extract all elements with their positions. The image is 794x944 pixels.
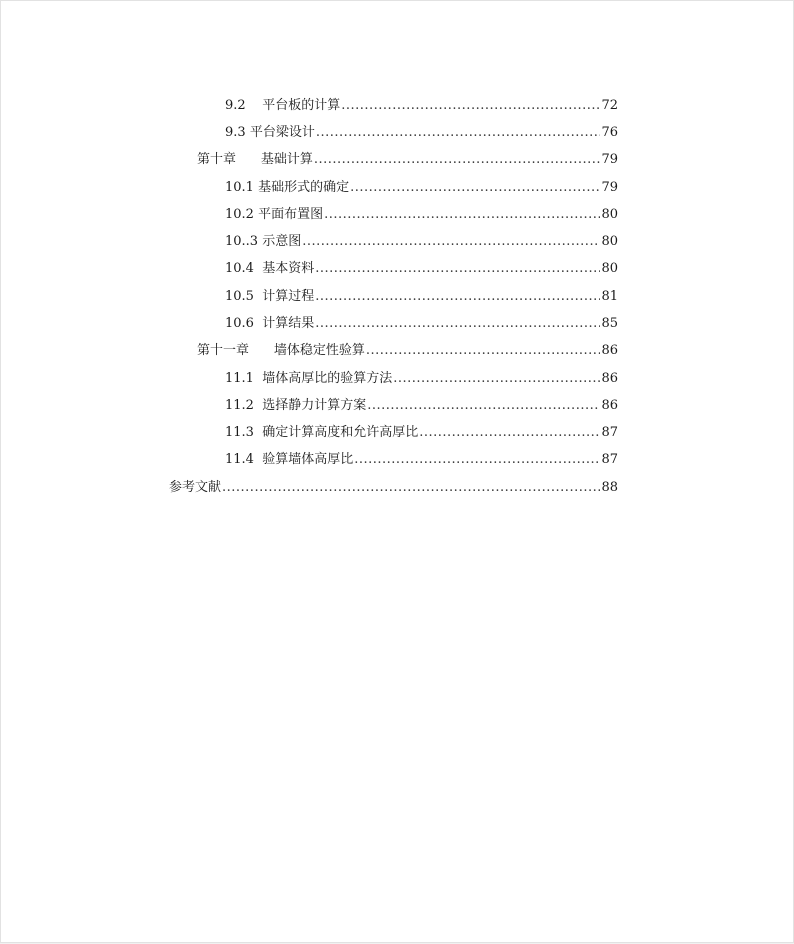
toc-entry-9-2[interactable]	[225, 94, 618, 112]
toc-entry-number: 11.2	[225, 398, 254, 413]
toc-page-number: 88	[601, 480, 618, 495]
toc-entry-10-3[interactable]	[225, 230, 618, 248]
toc-entry-number: 第十一章	[197, 343, 250, 358]
toc-page-number: 87	[601, 452, 618, 467]
toc-page-number: 87	[601, 425, 618, 440]
toc-entry-text: 基础计算	[260, 152, 313, 167]
toc-leader-dots	[314, 152, 601, 167]
toc-leader-dots	[315, 289, 600, 304]
toc-entry-number: 11.3	[225, 425, 254, 440]
toc-entry-text: 基本资料	[262, 261, 315, 276]
toc-leader-dots	[354, 452, 600, 467]
toc-entry-text: 平台板的计算	[262, 98, 341, 113]
toc-entry-number: 10.4	[225, 261, 254, 276]
toc-entry-chapter-10[interactable]	[197, 148, 618, 166]
toc-leader-dots	[222, 480, 600, 495]
toc-entry-title	[225, 257, 314, 276]
toc-entry-text: 计算过程	[262, 289, 315, 304]
toc-entry-title	[225, 394, 366, 413]
toc-entry-11-1[interactable]	[225, 367, 618, 385]
toc-page-number: 76	[601, 125, 618, 140]
toc-page-number: 86	[601, 371, 618, 386]
toc-entry-title	[225, 176, 349, 195]
toc-page-number: 79	[601, 152, 618, 167]
toc-entry-text: 平台梁设计	[249, 125, 315, 140]
toc-entry-text: 示意图	[262, 234, 302, 249]
toc-entry-10-2[interactable]	[225, 203, 618, 221]
toc-leader-dots	[341, 98, 600, 113]
toc-entry-title	[197, 148, 313, 167]
toc-entry-text: 参考文献	[169, 480, 222, 495]
toc-page-number: 86	[601, 343, 618, 358]
toc-leader-dots	[350, 180, 600, 195]
toc-leader-dots	[393, 371, 600, 386]
toc-entry-title	[225, 421, 418, 440]
toc-page-number: 80	[601, 234, 618, 249]
toc-page-number: 72	[601, 98, 618, 113]
toc-entry-title	[225, 121, 315, 140]
toc-entry-text: 确定计算高度和允许高厚比	[262, 425, 419, 440]
toc-entry-chapter-11[interactable]	[197, 339, 618, 357]
toc-entry-number: 第十章	[197, 152, 237, 167]
toc-entry-number: 10..3	[225, 234, 259, 249]
toc-page-number: 79	[601, 180, 618, 195]
toc-entry-number: 11.1	[225, 371, 254, 386]
toc-leader-dots	[302, 234, 600, 249]
toc-entry-title	[169, 476, 221, 495]
toc-entry-number: 10.6	[225, 316, 254, 331]
toc-entry-11-2[interactable]	[225, 394, 618, 412]
toc-entry-title	[225, 367, 392, 386]
toc-entry-number: 11.4	[225, 452, 254, 467]
toc-entry-11-3[interactable]	[225, 421, 618, 439]
toc-entry-title	[225, 230, 301, 249]
toc-entry-number: 9.2	[225, 98, 246, 113]
toc-entry-text: 验算墙体高厚比	[262, 452, 354, 467]
toc-entry-title	[225, 448, 353, 467]
toc-leader-dots	[316, 125, 601, 140]
toc-leader-dots	[324, 207, 600, 222]
toc-leader-dots	[366, 343, 601, 358]
toc-entry-number: 9.3	[225, 125, 246, 140]
toc-entry-10-1[interactable]	[225, 176, 618, 194]
toc-leader-dots	[315, 316, 600, 331]
toc-entry-text: 选择静力计算方案	[262, 398, 367, 413]
toc-entry-title	[225, 94, 340, 113]
toc-entry-text: 墙体稳定性验算	[273, 343, 365, 358]
toc-entry-title	[225, 203, 323, 222]
toc-entry-number: 10.2	[225, 207, 254, 222]
toc-entry-title	[225, 285, 314, 304]
toc-page-number: 80	[601, 207, 618, 222]
toc-entry-text: 计算结果	[262, 316, 315, 331]
toc-leader-dots	[419, 425, 600, 440]
toc-entry-text: 基础形式的确定	[258, 180, 350, 195]
toc-leader-dots	[367, 398, 600, 413]
toc-page-number: 80	[601, 261, 618, 276]
toc-page-number: 86	[601, 398, 618, 413]
toc-entry-number: 10.1	[225, 180, 254, 195]
toc-entry-text: 墙体高厚比的验算方法	[262, 371, 393, 386]
toc-entry-title	[197, 339, 365, 358]
toc-entry-10-4[interactable]	[225, 257, 618, 275]
toc-entry-text: 平面布置图	[258, 207, 324, 222]
toc-entry-title	[225, 312, 314, 331]
toc-page-number: 85	[601, 316, 618, 331]
toc-entry-11-4[interactable]	[225, 448, 618, 466]
toc-leader-dots	[315, 261, 600, 276]
toc-entry-references[interactable]	[169, 476, 618, 494]
toc-entry-10-6[interactable]	[225, 312, 618, 330]
toc-entry-number: 10.5	[225, 289, 254, 304]
toc-entry-9-3[interactable]	[225, 121, 618, 139]
toc-page-number: 81	[601, 289, 618, 304]
toc-entry-10-5[interactable]	[225, 285, 618, 303]
